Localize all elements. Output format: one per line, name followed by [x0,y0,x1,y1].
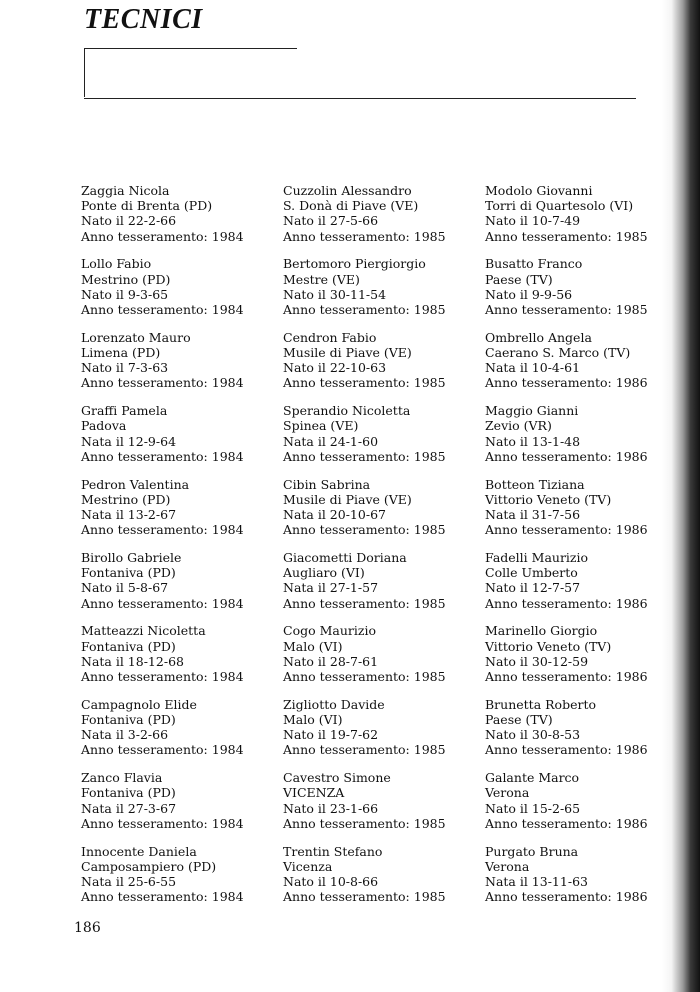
entry-birth: Nata il 13-2-67 [81,506,177,522]
entry-place: Fontaniva (PD) [81,785,176,801]
entry-place: Mestre (VE) [283,271,360,287]
entry-place: Colle Umberto [485,565,578,581]
entry-name: Ombrello Angela [485,329,592,345]
entry-place: Spinea (VE) [283,418,359,434]
entry-name: Purgato Bruna [485,843,579,859]
person-entry [81,623,271,696]
entry-birth: Nato il 30-8-53 [485,727,581,743]
entry-birth: Nato il 10-8-66 [283,873,379,889]
entry-place: Paese (TV) [485,711,553,727]
person-entry [485,770,675,843]
entry-place: Torri di Quartesolo (VI) [485,198,634,214]
header-box [84,48,297,97]
entry-birth: Nata il 27-1-57 [283,580,379,596]
person-entry [283,770,473,843]
entry-place: S. Donà di Piave (VE) [283,198,419,214]
column-1 [81,183,271,917]
person-entry [485,256,675,329]
entry-year: Anno tesseramento: 1984 [81,302,244,317]
entry-name: Matteazzi Nicoletta [81,623,206,639]
entry-year: Anno tesseramento: 1986 [485,595,648,611]
entry-birth: Nato il 5-8-67 [81,580,169,596]
entry-birth: Nata il 24-1-60 [283,433,379,449]
entry-place: Caerano S. Marco (TV) [485,344,631,360]
entry-place: Malo (VI) [283,638,343,654]
person-entry [485,183,675,256]
entry-name: Lollo Fabio [81,256,152,272]
entry-year: Anno tesseramento: 1985 [283,448,446,464]
entry-name: Campagnolo Elide [81,696,197,712]
entry-year: Anno tesseramento: 1985 [283,742,446,758]
entry-year: Anno tesseramento: 1986 [485,889,648,905]
entry-birth: Nata il 20-10-67 [283,506,386,522]
entry-place: Vittorio Veneto (TV) [485,638,612,654]
entry-name: Botteon Tiziana [485,476,585,492]
entry-place: Ponte di Brenta (PD) [81,198,213,214]
entry-place: Verona [485,785,530,801]
entry-year: Anno tesseramento: 1984 [81,889,244,905]
entry-place: VICENZA [283,785,345,801]
entry-year: Anno tesseramento: 1984 [81,228,244,244]
entry-place: Malo (VI) [283,711,343,727]
entry-name: Modolo Giovanni [485,183,593,198]
entry-birth: Nata il 10-4-61 [485,360,581,376]
entry-place: Zevio (VR) [485,418,552,434]
entry-year: Anno tesseramento: 1985 [283,228,446,244]
person-entry [485,844,675,917]
person-entry [81,183,271,256]
entry-place: Padova [81,418,127,434]
entry-name: Marinello Giorgio [485,623,598,639]
entry-birth: Nato il 28-7-61 [283,653,379,669]
entry-name: Bertomoro Piergiorgio [283,256,426,272]
person-entry [283,550,473,623]
person-entry [81,770,271,843]
entry-name: Cibin Sabrina [283,476,371,492]
entry-name: Giacometti Doriana [283,549,407,565]
person-entry [283,844,473,917]
entry-birth: Nato il 7-3-63 [81,360,169,376]
header-rule [84,98,636,99]
entry-year: Anno tesseramento: 1985 [283,815,446,831]
person-entry [81,256,271,329]
entry-name: Busatto Franco [485,256,583,272]
person-entry [81,477,271,550]
entry-year: Anno tesseramento: 1986 [485,375,648,391]
entry-year: Anno tesseramento: 1985 [283,375,446,391]
entry-year: Anno tesseramento: 1984 [81,815,244,831]
entry-birth: Nata il 13-11-63 [485,873,588,889]
person-entry [485,697,675,770]
entry-birth: Nata il 31-7-56 [485,506,581,522]
page-title: TECNICI [84,4,203,35]
entry-place: Vittorio Veneto (TV) [485,491,612,507]
entry-place: Mestrino (PD) [81,271,171,287]
entry-year: Anno tesseramento: 1985 [283,522,446,538]
person-entry [485,623,675,696]
person-entry [81,330,271,403]
entry-birth: Nata il 18-12-68 [81,653,184,669]
entry-name: Zaggia Nicola [81,183,170,198]
entry-year: Anno tesseramento: 1985 [283,668,446,684]
entry-year: Anno tesseramento: 1986 [485,522,648,538]
entry-birth: Nato il 27-5-66 [283,213,379,229]
entry-year: Anno tesseramento: 1984 [81,668,244,684]
person-entry [283,477,473,550]
person-entry [283,623,473,696]
entry-place: Musile di Piave (VE) [283,491,412,507]
entry-year: Anno tesseramento: 1984 [81,522,244,538]
entry-year: Anno tesseramento: 1984 [81,375,244,391]
column-2 [283,183,473,917]
entry-birth: Nato il 10-7-49 [485,213,581,229]
entry-birth: Nata il 12-9-64 [81,433,177,449]
person-entry [485,550,675,623]
entry-birth: Nato il 22-2-66 [81,213,177,229]
person-entry [81,844,271,917]
entry-place: Fontaniva (PD) [81,711,176,727]
entry-name: Maggio Gianni [485,403,579,419]
entry-year: Anno tesseramento: 1985 [485,302,648,317]
person-entry [283,697,473,770]
entry-name: Cogo Maurizio [283,623,376,639]
entry-year: Anno tesseramento: 1985 [485,228,648,244]
person-entry [283,183,473,256]
entry-name: Innocente Daniela [81,843,197,859]
entry-place: Augliaro (VI) [283,565,365,581]
person-entry [283,330,473,403]
entry-year: Anno tesseramento: 1986 [485,448,648,464]
person-entry [485,330,675,403]
entry-birth: Nato il 12-7-57 [485,580,581,596]
person-entry [283,403,473,476]
entry-place: Camposampiero (PD) [81,858,217,874]
entry-place: Limena (PD) [81,344,161,360]
entry-place: Paese (TV) [485,271,553,287]
entry-place: Musile di Piave (VE) [283,344,412,360]
entry-year: Anno tesseramento: 1986 [485,815,648,831]
entry-birth: Nata il 3-2-66 [81,727,169,743]
entry-name: Sperandio Nicoletta [283,403,411,419]
entry-place: Fontaniva (PD) [81,565,176,581]
entry-birth: Nato il 13-1-48 [485,433,581,449]
entry-birth: Nata il 27-3-67 [81,800,177,816]
entry-birth: Nata il 25-6-55 [81,873,177,889]
entry-name: Cavestro Simone [283,770,391,786]
entry-name: Galante Marco [485,770,580,786]
entry-name: Trentin Stefano [283,843,383,859]
entry-place: Mestrino (PD) [81,491,171,507]
entry-place: Fontaniva (PD) [81,638,176,654]
entry-year: Anno tesseramento: 1984 [81,742,244,758]
entry-name: Zanco Flavia [81,770,163,786]
entry-name: Birollo Gabriele [81,549,182,565]
entry-year: Anno tesseramento: 1986 [485,742,648,758]
entry-name: Fadelli Maurizio [485,549,589,565]
entry-year: Anno tesseramento: 1985 [283,302,446,317]
entry-year: Anno tesseramento: 1984 [81,448,244,464]
entry-birth: Nato il 30-12-59 [485,653,589,669]
entry-birth: Nato il 23-1-66 [283,800,379,816]
entry-name: Cuzzolin Alessandro [283,183,412,198]
entry-birth: Nato il 19-7-62 [283,727,379,743]
entry-birth: Nato il 22-10-63 [283,360,387,376]
entry-birth: Nato il 15-2-65 [485,800,581,816]
page-number: 186 [74,920,101,936]
person-entry [485,403,675,476]
entry-birth: Nato il 9-3-65 [81,286,169,302]
person-entry [81,550,271,623]
person-entry [485,477,675,550]
person-entry [81,697,271,770]
entry-birth: Nato il 30-11-54 [283,286,387,302]
entry-birth: Nato il 9-9-56 [485,286,573,302]
entry-year: Anno tesseramento: 1986 [485,668,648,684]
entry-name: Lorenzato Mauro [81,329,191,345]
entry-name: Pedron Valentina [81,476,190,492]
entry-place: Verona [485,858,530,874]
person-entry [81,403,271,476]
entry-name: Graffi Pamela [81,403,168,419]
entry-year: Anno tesseramento: 1985 [283,889,446,905]
entry-name: Cendron Fabio [283,329,377,345]
page-edge-shadow [662,0,700,992]
person-entry [283,256,473,329]
entry-year: Anno tesseramento: 1985 [283,595,446,611]
column-3 [485,183,675,917]
entry-year: Anno tesseramento: 1984 [81,595,244,611]
entry-place: Vicenza [283,858,333,874]
entry-name: Zigliotto Davide [283,696,385,712]
entry-name: Brunetta Roberto [485,696,596,712]
